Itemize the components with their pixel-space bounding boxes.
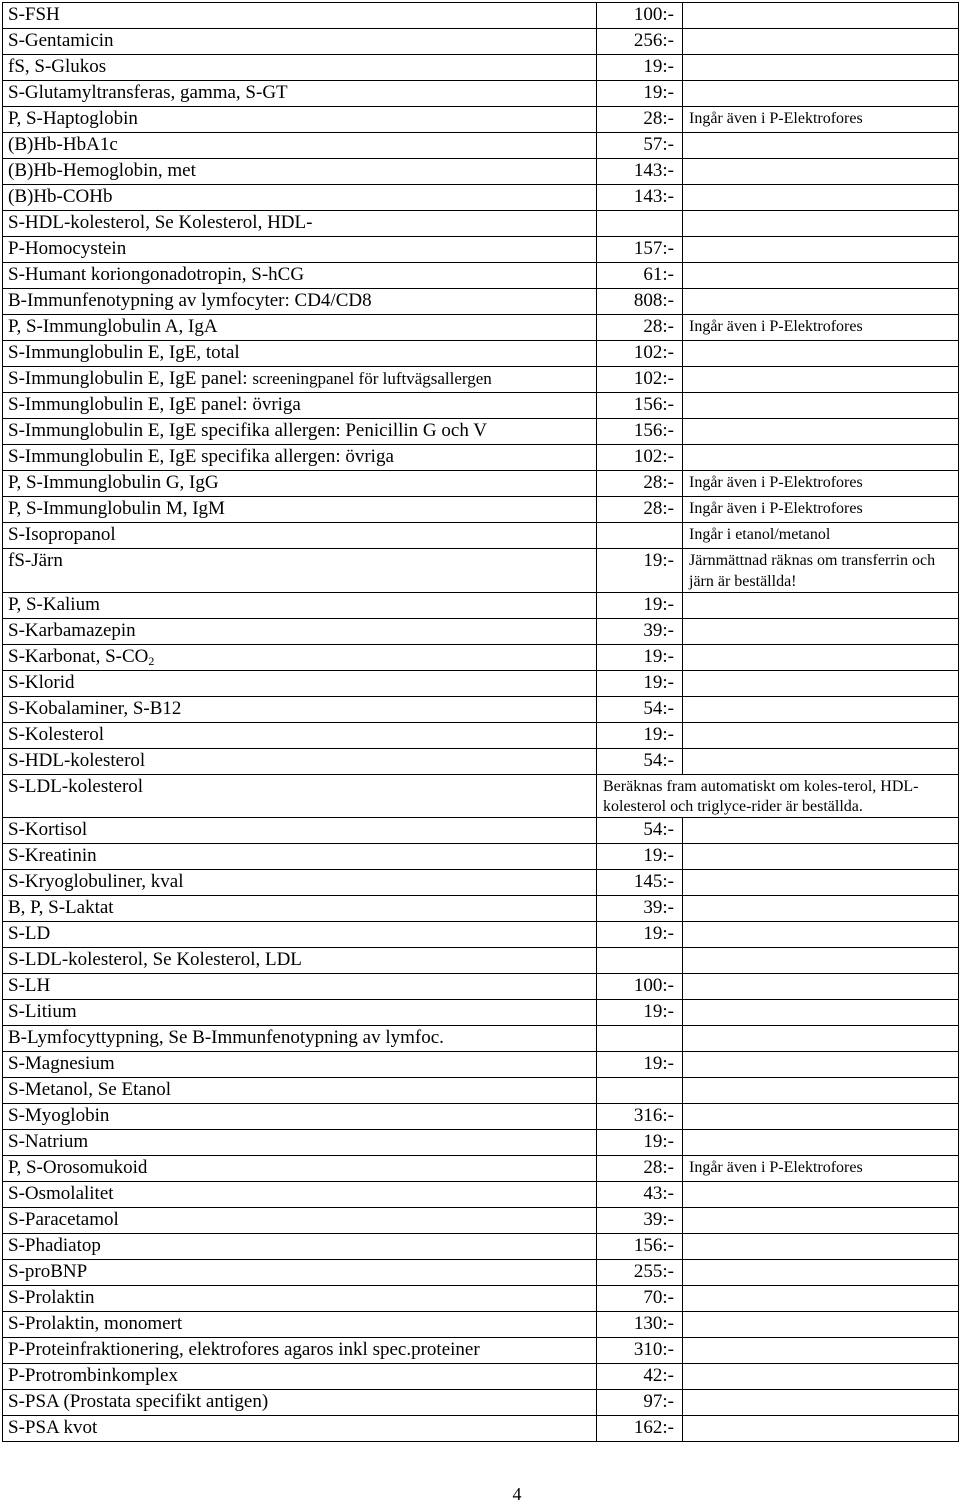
test-name-cell <box>3 844 597 870</box>
test-name: S-HDL-kolesterol, Se Kolesterol, HDL- <box>8 212 313 233</box>
test-name: S-proBNP <box>8 1261 88 1282</box>
price-cell: 19:- <box>597 1052 683 1078</box>
test-name: S-Karbamazepin <box>8 620 136 641</box>
test-name: S-Immunglobulin E, IgE panel: övriga <box>8 394 301 415</box>
test-name-cell <box>3 870 597 896</box>
test-name: S-Karbonat, S-CO <box>8 646 149 667</box>
table-row <box>3 393 959 419</box>
note-cell <box>683 1338 959 1364</box>
test-name: S-Humant koriongonadotropin, S-hCG <box>8 264 305 285</box>
test-name-cell <box>3 549 597 593</box>
table-row <box>3 523 959 549</box>
test-name: S-LH <box>8 975 51 996</box>
note-cell <box>683 1182 959 1208</box>
note-cell <box>683 1052 959 1078</box>
note-cell: Ingår även i P-Elektrofores <box>683 497 959 523</box>
table-row <box>3 1130 959 1156</box>
price-cell: 61:- <box>597 263 683 289</box>
test-name: S-Prolaktin <box>8 1287 95 1308</box>
test-name-cell <box>3 263 597 289</box>
table-row <box>3 775 959 818</box>
price-cell: 19:- <box>597 549 683 593</box>
table-row <box>3 1026 959 1052</box>
table-row <box>3 1286 959 1312</box>
note-cell <box>683 697 959 723</box>
price-cell: 130:- <box>597 1312 683 1338</box>
test-name-cell <box>3 367 597 393</box>
test-name: S-LDL-kolesterol, Se Kolesterol, LDL <box>8 949 302 970</box>
table-row <box>3 1156 959 1182</box>
table-row <box>3 1338 959 1364</box>
price-cell: 162:- <box>597 1416 683 1442</box>
price-cell: 19:- <box>597 645 683 671</box>
test-name-cell <box>3 671 597 697</box>
test-name: S-Litium <box>8 1001 77 1022</box>
table-row <box>3 315 959 341</box>
note-cell <box>683 211 959 237</box>
test-name: S-HDL-kolesterol <box>8 750 146 771</box>
price-cell: 255:- <box>597 1260 683 1286</box>
test-name-cell <box>3 419 597 445</box>
test-name-cell <box>3 1390 597 1416</box>
note-cell <box>683 1208 959 1234</box>
note-cell <box>683 723 959 749</box>
test-name-cell <box>3 185 597 211</box>
price-cell: 28:- <box>597 1156 683 1182</box>
price-cell: 143:- <box>597 159 683 185</box>
table-row <box>3 922 959 948</box>
test-name-cell <box>3 1364 597 1390</box>
note-cell <box>683 1260 959 1286</box>
price-cell: 70:- <box>597 1286 683 1312</box>
test-name-cell <box>3 237 597 263</box>
table-row <box>3 497 959 523</box>
test-name-cell <box>3 1416 597 1442</box>
test-name-cell <box>3 1104 597 1130</box>
price-cell: 316:- <box>597 1104 683 1130</box>
test-name: fS-Järn <box>8 550 63 571</box>
test-name-cell <box>3 645 597 671</box>
price-cell: 157:- <box>597 237 683 263</box>
test-name: S-LDL-kolesterol <box>8 776 144 797</box>
test-name: S-Isopropanol <box>8 524 116 545</box>
test-name-cell <box>3 1234 597 1260</box>
test-name: B-Lymfocyttypning, Se B-Immunfenotypning av lymfoc. <box>8 1027 444 1048</box>
price-cell: 54:- <box>597 697 683 723</box>
note-cell: Ingår även i P-Elektrofores <box>683 471 959 497</box>
note-cell <box>683 55 959 81</box>
table-row <box>3 1208 959 1234</box>
table-row <box>3 818 959 844</box>
note-cell <box>683 619 959 645</box>
note-cell <box>683 367 959 393</box>
table-row <box>3 1000 959 1026</box>
test-name: B, P, S-Laktat <box>8 897 114 918</box>
table-row <box>3 697 959 723</box>
test-name: P-Homocystein <box>8 238 127 259</box>
table-row <box>3 749 959 775</box>
test-name: P, S-Immunglobulin G, IgG <box>8 472 219 493</box>
table-row <box>3 263 959 289</box>
test-name-cell <box>3 341 597 367</box>
table-row <box>3 1416 959 1442</box>
price-cell: 808:- <box>597 289 683 315</box>
note-cell <box>683 185 959 211</box>
table-row <box>3 974 959 1000</box>
price-cell: 102:- <box>597 367 683 393</box>
price-cell: 28:- <box>597 471 683 497</box>
test-name-cell <box>3 775 597 818</box>
price-cell: 19:- <box>597 81 683 107</box>
price-cell: 42:- <box>597 1364 683 1390</box>
note-cell <box>683 922 959 948</box>
table-row <box>3 948 959 974</box>
table-row <box>3 1104 959 1130</box>
test-name-cell <box>3 1000 597 1026</box>
test-name: S-PSA kvot <box>8 1417 98 1438</box>
note-cell <box>683 237 959 263</box>
note-cell <box>683 393 959 419</box>
price-cell: 156:- <box>597 1234 683 1260</box>
test-name-cell <box>3 55 597 81</box>
table-row <box>3 81 959 107</box>
table-row <box>3 844 959 870</box>
note-cell <box>683 844 959 870</box>
test-name: P-Protrombinkomplex <box>8 1365 178 1386</box>
test-name: S-Immunglobulin E, IgE panel: <box>8 368 248 389</box>
note-cell <box>683 263 959 289</box>
price-cell: 19:- <box>597 671 683 697</box>
price-cell: 39:- <box>597 1208 683 1234</box>
test-name-cell <box>3 1052 597 1078</box>
table-row <box>3 55 959 81</box>
test-name-cell <box>3 1338 597 1364</box>
test-name-cell <box>3 133 597 159</box>
table-row <box>3 159 959 185</box>
note-cell <box>683 948 959 974</box>
test-name-cell <box>3 896 597 922</box>
test-name: S-Immunglobulin E, IgE specifika allergen: Penicillin G och V <box>8 420 487 441</box>
test-name-cell <box>3 1078 597 1104</box>
note-cell <box>683 29 959 55</box>
test-name: S-Glutamyltransferas, gamma, S-GT <box>8 82 288 103</box>
note-cell <box>683 1364 959 1390</box>
note-cell <box>683 749 959 775</box>
test-name: S-Natrium <box>8 1131 89 1152</box>
table-row <box>3 185 959 211</box>
price-cell: 19:- <box>597 1130 683 1156</box>
table-row <box>3 107 959 133</box>
price-cell <box>597 523 683 549</box>
note-cell <box>683 1104 959 1130</box>
price-cell <box>597 1078 683 1104</box>
price-cell: 28:- <box>597 497 683 523</box>
test-name-cell <box>3 1130 597 1156</box>
test-name: S-Prolaktin, monomert <box>8 1313 183 1334</box>
test-name: S-Kolesterol <box>8 724 105 745</box>
test-name-cell <box>3 974 597 1000</box>
table-row <box>3 471 959 497</box>
test-name-cell <box>3 523 597 549</box>
note-cell <box>683 818 959 844</box>
test-name: P, S-Haptoglobin <box>8 108 138 129</box>
test-name: S-Kobalaminer, S-B12 <box>8 698 182 719</box>
table-row <box>3 133 959 159</box>
test-name: S-Paracetamol <box>8 1209 119 1230</box>
test-name-cell <box>3 1156 597 1182</box>
price-cell <box>597 948 683 974</box>
test-name-cell <box>3 922 597 948</box>
test-name: P, S-Immunglobulin M, IgM <box>8 498 225 519</box>
price-cell <box>597 211 683 237</box>
test-name: S-Kryoglobuliner, kval <box>8 871 184 892</box>
test-name-cell <box>3 159 597 185</box>
test-name-detail: screeningpanel för luftvägsallergen <box>252 369 492 388</box>
table-row <box>3 237 959 263</box>
note-cell <box>683 445 959 471</box>
test-name: (B)Hb-Hemoglobin, met <box>8 160 196 181</box>
table-row <box>3 341 959 367</box>
price-cell: 39:- <box>597 619 683 645</box>
table-row <box>3 29 959 55</box>
test-name: (B)Hb-HbA1c <box>8 134 118 155</box>
test-name-cell <box>3 3 597 29</box>
table-row <box>3 1260 959 1286</box>
table-row <box>3 593 959 619</box>
test-name: P, S-Kalium <box>8 594 100 615</box>
note-cell <box>683 1130 959 1156</box>
price-cell: 102:- <box>597 445 683 471</box>
test-name: S-FSH <box>8 4 60 25</box>
note-cell <box>683 896 959 922</box>
table-row <box>3 3 959 29</box>
price-cell: 19:- <box>597 844 683 870</box>
note-cell <box>683 419 959 445</box>
note-cell <box>683 1312 959 1338</box>
test-name: S-Osmolalitet <box>8 1183 114 1204</box>
price-cell: 43:- <box>597 1182 683 1208</box>
price-cell: 19:- <box>597 922 683 948</box>
price-cell: 156:- <box>597 393 683 419</box>
note-cell: Ingår även i P-Elektrofores <box>683 107 959 133</box>
test-name-cell <box>3 29 597 55</box>
test-name: P, S-Immunglobulin A, IgA <box>8 316 218 337</box>
note-cell: Ingår även i P-Elektrofores <box>683 1156 959 1182</box>
test-name-cell <box>3 948 597 974</box>
price-cell: 19:- <box>597 723 683 749</box>
test-name: S-PSA (Prostata specifikt antigen) <box>8 1391 269 1412</box>
price-cell: 100:- <box>597 974 683 1000</box>
test-name-cell <box>3 1312 597 1338</box>
test-name-cell <box>3 1208 597 1234</box>
test-name: P-Proteinfraktionering, elektrofores agaros inkl spec.proteiner <box>8 1339 480 1360</box>
note-cell: Ingår i etanol/metanol <box>683 523 959 549</box>
test-name: S-Metanol, Se Etanol <box>8 1079 172 1100</box>
price-cell: 156:- <box>597 419 683 445</box>
test-name: S-Magnesium <box>8 1053 115 1074</box>
note-cell <box>683 3 959 29</box>
table-row <box>3 896 959 922</box>
test-name: S-Immunglobulin E, IgE, total <box>8 342 240 363</box>
price-cell: 310:- <box>597 1338 683 1364</box>
price-cell: 39:- <box>597 896 683 922</box>
page-number: 4 <box>512 1484 522 1504</box>
note-cell <box>683 1390 959 1416</box>
table-row <box>3 419 959 445</box>
table-row <box>3 723 959 749</box>
test-name-cell <box>3 289 597 315</box>
test-name: B-Immunfenotypning av lymfocyter: CD4/CD8 <box>8 290 372 311</box>
table-row <box>3 1390 959 1416</box>
test-name-cell <box>3 723 597 749</box>
test-name: fS, S-Glukos <box>8 56 107 77</box>
note-cell <box>683 1286 959 1312</box>
test-name-cell <box>3 445 597 471</box>
table-row <box>3 1364 959 1390</box>
price-cell: 19:- <box>597 593 683 619</box>
test-name-cell <box>3 697 597 723</box>
price-cell <box>597 1026 683 1052</box>
table-row <box>3 1052 959 1078</box>
price-cell: 143:- <box>597 185 683 211</box>
table-row <box>3 619 959 645</box>
test-name-cell <box>3 393 597 419</box>
price-table <box>2 2 959 1442</box>
price-cell: 28:- <box>597 107 683 133</box>
price-cell: 97:- <box>597 1390 683 1416</box>
note-cell <box>683 1416 959 1442</box>
price-cell: 145:- <box>597 870 683 896</box>
test-name-cell <box>3 107 597 133</box>
test-name-cell <box>3 211 597 237</box>
table-row <box>3 549 959 593</box>
test-name-cell <box>3 619 597 645</box>
price-cell: 54:- <box>597 818 683 844</box>
note-cell <box>683 133 959 159</box>
test-name-cell <box>3 315 597 341</box>
note-cell <box>683 341 959 367</box>
test-name: S-Immunglobulin E, IgE specifika allergen: övriga <box>8 446 394 467</box>
table-row <box>3 211 959 237</box>
test-name: S-Gentamicin <box>8 30 114 51</box>
test-name: S-Kreatinin <box>8 845 97 866</box>
note-cell <box>683 1234 959 1260</box>
table-row <box>3 671 959 697</box>
note-cell <box>683 289 959 315</box>
note-cell <box>683 1078 959 1104</box>
price-cell: 28:- <box>597 315 683 341</box>
price-cell: 19:- <box>597 55 683 81</box>
price-cell: 256:- <box>597 29 683 55</box>
test-name-cell <box>3 818 597 844</box>
test-name-cell <box>3 1182 597 1208</box>
note-cell <box>683 671 959 697</box>
test-name: S-Myoglobin <box>8 1105 110 1126</box>
note-cell: Beräknas fram automatiskt om koles-terol, HDL-kolesterol och triglyce-rider är beställda. <box>597 775 959 818</box>
test-name: S-Kortisol <box>8 819 88 840</box>
note-cell <box>683 1026 959 1052</box>
table-row <box>3 870 959 896</box>
test-name-cell <box>3 749 597 775</box>
test-name-cell <box>3 81 597 107</box>
price-cell: 54:- <box>597 749 683 775</box>
note-cell <box>683 81 959 107</box>
test-name-cell <box>3 1260 597 1286</box>
test-name: S-LD <box>8 923 51 944</box>
test-name-subscript: 2 <box>148 654 155 668</box>
table-row <box>3 1078 959 1104</box>
test-name-cell <box>3 1286 597 1312</box>
note-cell: Järnmättnad räknas om transferrin och järn är beställda! <box>683 549 959 593</box>
price-table-body <box>3 3 959 1442</box>
price-cell: 100:- <box>597 3 683 29</box>
test-name-cell <box>3 1026 597 1052</box>
test-name: P, S-Orosomukoid <box>8 1157 148 1178</box>
price-cell: 102:- <box>597 341 683 367</box>
note-cell <box>683 645 959 671</box>
price-cell: 19:- <box>597 1000 683 1026</box>
note-cell <box>683 974 959 1000</box>
table-row <box>3 289 959 315</box>
table-row <box>3 1182 959 1208</box>
table-row <box>3 1234 959 1260</box>
test-name: S-Phadiatop <box>8 1235 101 1256</box>
table-row <box>3 445 959 471</box>
table-row <box>3 367 959 393</box>
table-row <box>3 645 959 671</box>
note-cell: Ingår även i P-Elektrofores <box>683 315 959 341</box>
note-cell <box>683 593 959 619</box>
test-name-cell <box>3 497 597 523</box>
table-row <box>3 1312 959 1338</box>
test-name: S-Klorid <box>8 672 75 693</box>
note-cell <box>683 159 959 185</box>
test-name-cell <box>3 593 597 619</box>
price-cell: 57:- <box>597 133 683 159</box>
note-cell <box>683 870 959 896</box>
test-name: (B)Hb-COHb <box>8 186 113 207</box>
note-cell <box>683 1000 959 1026</box>
test-name-cell <box>3 471 597 497</box>
